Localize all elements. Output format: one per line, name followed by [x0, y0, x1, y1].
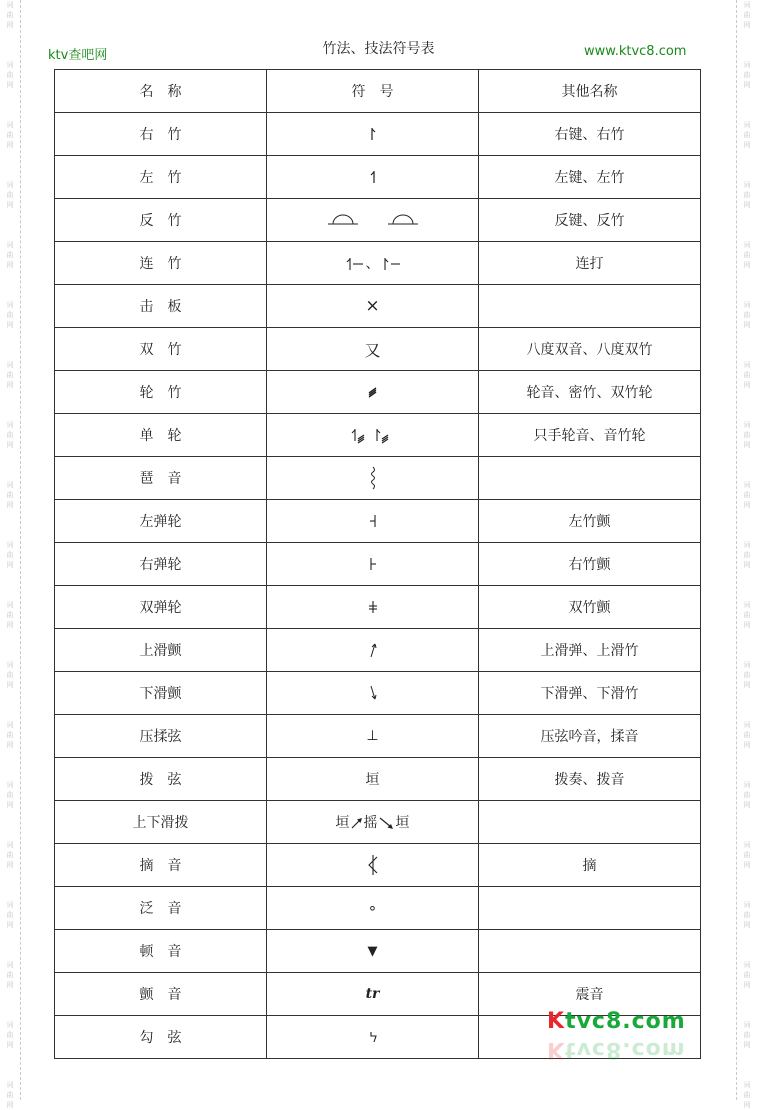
margin-watermark-glyphs: 词 曲 网	[743, 121, 751, 149]
table-row	[55, 242, 701, 285]
page-header	[0, 38, 757, 62]
margin-watermark-glyphs: 词 曲 网	[743, 481, 751, 509]
margin-watermark-glyphs: 词 曲 网	[6, 841, 14, 869]
margin-watermark-glyphs: 词 曲 网	[743, 421, 751, 449]
margin-watermark-glyphs: 词 曲 网	[743, 1081, 751, 1109]
margin-watermark-glyphs: 词 曲 网	[6, 301, 14, 329]
technique-name: 颤 音	[55, 973, 267, 1016]
margin-watermark-glyphs: 词 曲 网	[743, 1, 751, 29]
margin-watermark-glyphs: 词 曲 网	[6, 541, 14, 569]
margin-watermark-glyphs: 词 曲 网	[743, 361, 751, 389]
margin-watermark-glyphs: 词 曲 网	[743, 1021, 751, 1049]
margin-watermark-glyphs: 词 曲 网	[743, 541, 751, 569]
margin-watermark-glyphs: 词 曲 网	[743, 241, 751, 269]
margin-watermark-glyphs: 词 曲 网	[6, 961, 14, 989]
pick-mark-icon	[267, 844, 479, 887]
technique-name: 轮 竹	[55, 371, 267, 414]
margin-watermark-glyphs: 词 曲 网	[743, 181, 751, 209]
column-header-other: 其他名称	[479, 70, 701, 113]
margin-watermark-glyphs: 词 曲 网	[743, 601, 751, 629]
right-bamboo-icon	[267, 113, 479, 156]
other-name: 左键、左竹	[479, 156, 701, 199]
technique-name: 泛 音	[55, 887, 267, 930]
ktvc8-logo-watermark	[547, 1009, 712, 1061]
glide-char-a: 垣	[335, 815, 350, 831]
margin-watermark-glyphs: 词 曲 网	[6, 1081, 14, 1109]
margin-watermark-glyphs: 词 曲 网	[743, 61, 751, 89]
margin-watermark-glyphs: 词 曲 网	[6, 241, 14, 269]
glide-char-b: 摇	[363, 815, 378, 831]
press-mark-icon: ⊥	[267, 715, 479, 758]
technique-name: 双 竹	[55, 328, 267, 371]
table-header-row	[55, 70, 701, 113]
table-row	[55, 930, 701, 973]
single-tremolo-icon	[267, 414, 479, 457]
arpeggio-wave-icon	[267, 457, 479, 500]
table-row	[55, 715, 701, 758]
trill-icon: tr	[267, 973, 479, 1016]
table-row	[55, 371, 701, 414]
table-row	[55, 113, 701, 156]
left-bamboo-icon	[267, 156, 479, 199]
margin-watermark-glyphs: 词 曲 网	[743, 901, 751, 929]
technique-name: 左 竹	[55, 156, 267, 199]
table-row	[55, 758, 701, 801]
margin-watermark-glyphs: 词 曲 网	[6, 901, 14, 929]
other-name: 上滑弹、上滑竹	[479, 629, 701, 672]
other-name: 轮音、密竹、双竹轮	[479, 371, 701, 414]
other-name: 连打	[479, 242, 701, 285]
margin-watermark-glyphs: 词 曲 网	[6, 481, 14, 509]
other-name: 左竹颤	[479, 500, 701, 543]
other-name: 右键、右竹	[479, 113, 701, 156]
separator-comma: 、	[365, 256, 380, 272]
other-name: 双竹颤	[479, 586, 701, 629]
technique-name: 单 轮	[55, 414, 267, 457]
tremolo-slashes-icon	[267, 371, 479, 414]
double-roll-icon	[267, 586, 479, 629]
margin-watermark-glyphs: 词 曲 网	[6, 601, 14, 629]
technique-name: 右弹轮	[55, 543, 267, 586]
other-name: 右竹颤	[479, 543, 701, 586]
technique-name: 连 竹	[55, 242, 267, 285]
margin-watermark-glyphs: 词 曲 网	[6, 181, 14, 209]
double-bamboo-icon: 又	[267, 328, 479, 371]
table-row	[55, 199, 701, 242]
technique-name: 双弹轮	[55, 586, 267, 629]
margin-watermark-glyphs: 词 曲 网	[6, 361, 14, 389]
site-url-text: www.ktvc8.com	[584, 44, 687, 59]
technique-name: 下滑颤	[55, 672, 267, 715]
technique-name: 击 板	[55, 285, 267, 328]
connected-bamboo-icon	[267, 242, 479, 285]
table-row	[55, 414, 701, 457]
technique-name: 顿 音	[55, 930, 267, 973]
column-header-name: 名 称	[55, 70, 267, 113]
technique-name: 上下滑拨	[55, 801, 267, 844]
other-name	[479, 457, 701, 500]
margin-watermark-glyphs: 词 曲 网	[743, 781, 751, 809]
margin-watermark-glyphs: 词 曲 网	[6, 1021, 14, 1049]
technique-name: 左弹轮	[55, 500, 267, 543]
table-row	[55, 672, 701, 715]
table-row	[55, 844, 701, 887]
margin-watermark-glyphs: 词 曲 网	[743, 961, 751, 989]
ktvc8-logo-reflection: Ktvc8.com	[547, 1037, 686, 1062]
margin-watermark-glyphs: 词 曲 网	[6, 61, 14, 89]
margin-watermark-glyphs: 词 曲 网	[6, 721, 14, 749]
up-glide-arrow-icon	[267, 629, 479, 672]
margin-watermark-glyphs: 词 曲 网	[6, 781, 14, 809]
other-name: 八度双音、八度双竹	[479, 328, 701, 371]
left-roll-icon	[267, 500, 479, 543]
other-name: 震音	[479, 973, 701, 1016]
other-name: 只手轮音、音竹轮	[479, 414, 701, 457]
margin-watermark-glyphs: 词 曲 网	[743, 661, 751, 689]
margin-watermark-glyphs: 词 曲 网	[6, 121, 14, 149]
other-name: 反键、反竹	[479, 199, 701, 242]
other-name	[479, 801, 701, 844]
symbol-table	[54, 69, 701, 1059]
technique-name: 拨 弦	[55, 758, 267, 801]
other-name	[479, 285, 701, 328]
technique-name: 勾 弦	[55, 1016, 267, 1059]
page-title: 竹法、技法符号表	[322, 41, 435, 57]
column-header-symbol: 符 号	[267, 70, 479, 113]
technique-name: 反 竹	[55, 199, 267, 242]
right-roll-icon	[267, 543, 479, 586]
table-row	[55, 156, 701, 199]
technique-name: 琶 音	[55, 457, 267, 500]
technique-name: 压揉弦	[55, 715, 267, 758]
ktvc8-logo-text: Ktvc8.com	[547, 1009, 686, 1034]
table-row	[55, 887, 701, 930]
table-row	[55, 543, 701, 586]
glide-pluck-sequence-icon	[267, 801, 479, 844]
harmonic-circle-icon: ∘	[267, 887, 479, 930]
table-row	[55, 801, 701, 844]
pluck-mark-icon: 垣	[267, 758, 479, 801]
table-row	[55, 328, 701, 371]
staccato-triangle-icon: ▼	[267, 930, 479, 973]
other-name	[479, 930, 701, 973]
table-row	[55, 457, 701, 500]
table-row	[55, 629, 701, 672]
technique-name: 上滑颤	[55, 629, 267, 672]
down-glide-arrow-icon	[267, 672, 479, 715]
table-row	[55, 285, 701, 328]
other-name: 拨奏、拨音	[479, 758, 701, 801]
glide-char-c: 垣	[395, 815, 410, 831]
margin-watermark-glyphs: 词 曲 网	[6, 1, 14, 29]
margin-watermark-glyphs: 词 曲 网	[743, 301, 751, 329]
margin-watermark-glyphs: 词 曲 网	[6, 421, 14, 449]
margin-watermark-glyphs: 词 曲 网	[6, 661, 14, 689]
table-row	[55, 500, 701, 543]
margin-watermark-glyphs: 词 曲 网	[743, 721, 751, 749]
cross-icon: ×	[267, 285, 479, 328]
table-row	[55, 586, 701, 629]
other-name: 压弦吟音，揉音	[479, 715, 701, 758]
margin-watermark-glyphs: 词 曲 网	[743, 841, 751, 869]
site-logo-text: ktv查吧网	[48, 48, 108, 63]
other-name	[479, 887, 701, 930]
other-name: 下滑弹、下滑竹	[479, 672, 701, 715]
technique-name: 右 竹	[55, 113, 267, 156]
other-name: 摘	[479, 844, 701, 887]
technique-name: 摘 音	[55, 844, 267, 887]
hook-mark-icon	[267, 1016, 479, 1059]
reverse-arcs-icon	[267, 199, 479, 242]
